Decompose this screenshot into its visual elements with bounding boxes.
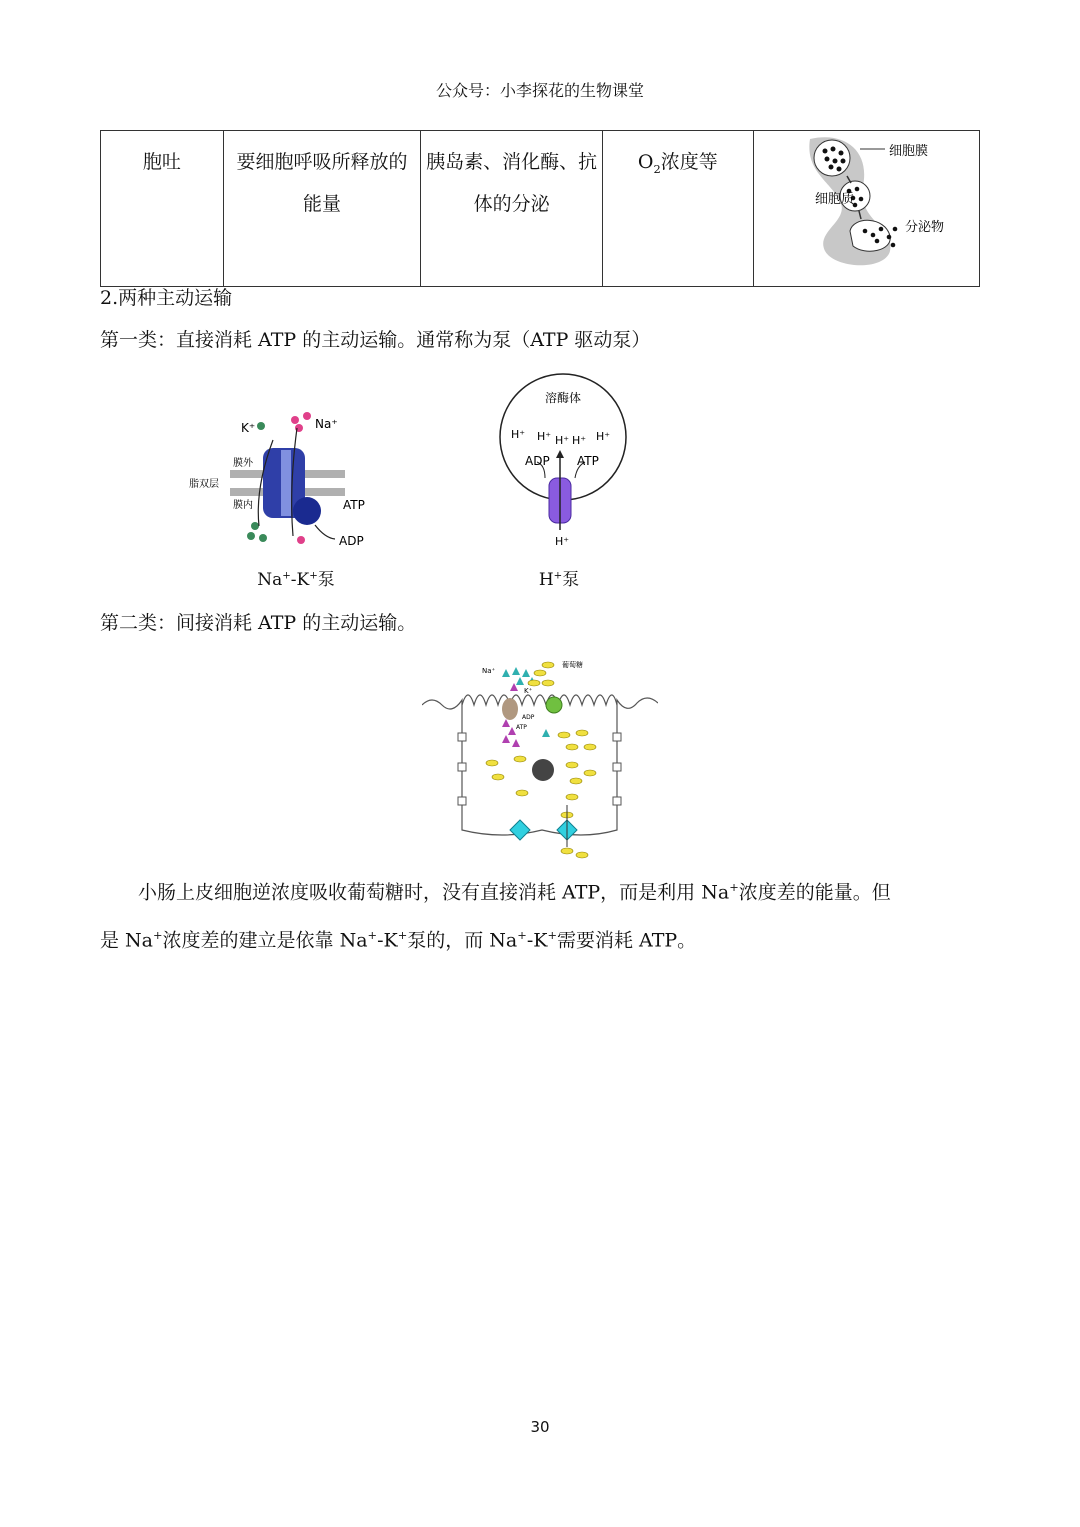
page-header: 公众号：小李探花的生物课堂 [435,81,644,100]
label-h-3: H⁺ [555,434,570,447]
k-ion-outside [257,422,265,430]
cap-h-tail: 泵 [562,570,580,590]
exocytosis-figure [755,131,977,271]
class1-heading: 第一类：直接消耗 ATP 的主动运输。通常称为泵（ATP 驱动泵） [100,329,651,351]
label-adp: ADP [522,714,535,721]
label-adp: ADP [339,534,364,548]
k-ion-inside-3 [247,532,255,540]
cap-sup2: + [309,570,318,582]
cell-factors [602,131,753,287]
p2-sup2: + [367,928,378,943]
explanation-paragraph [100,866,980,963]
nucleus [532,759,554,781]
section-title: 2.两种主动运输 [100,287,233,309]
na-ion-outside-1 [291,416,299,424]
cap-h: H [538,570,554,590]
p2-sup3: + [397,928,408,943]
o2-subscript: 2 [653,161,661,176]
label-atp: ATP [516,724,527,731]
p2-sup4: + [517,928,527,943]
label-k: K⁺ [241,421,256,435]
junction-6 [613,797,621,805]
label-cytoplasm: 细胞质 [815,192,855,207]
nak-pump-protein [502,698,518,720]
cotransporter-protein [546,697,562,713]
page-number: 30 [530,1418,550,1436]
cell-examples-text: 胰岛素、消化酶、抗体的分泌 [426,151,598,215]
class2-heading: 第二类：间接消耗 ATP 的主动运输。 [100,612,417,634]
label-membrane: 细胞膜 [889,144,929,159]
cell-exocytosis: 胞吐 [101,131,224,287]
label-atp: ATP [577,454,599,468]
cell-energy [223,131,421,287]
junction-2 [458,763,466,771]
cap-na: Na [257,570,283,590]
p2c: -K [377,929,398,952]
paragraph-line-1 [100,866,980,914]
paragraph-line-2 [100,914,980,962]
k-ion-inside-2 [259,534,267,542]
cap-tail: 泵 [317,570,335,590]
junction-3 [458,797,466,805]
p2e: -K [526,929,548,952]
label-h-2: H⁺ [537,430,552,443]
label-h-5: H⁺ [596,430,611,443]
cap-sup1: + [282,570,291,582]
p1b: 浓度差的能量。但 [738,881,891,904]
label-glucose: 葡萄糖 [562,661,583,669]
junction-1 [458,733,466,741]
exocytosis-table-row [100,130,980,287]
label-h-4: H⁺ [572,434,587,447]
microvilli [462,695,617,705]
vesicle-top [814,140,850,176]
h-pump-figure [493,370,633,552]
p1-sup: + [729,880,739,894]
label-k: K⁺ [524,687,533,695]
basal-channel-1 [510,820,530,840]
junction-4 [613,733,621,741]
p2f: 需要消耗 ATP。 [556,929,697,952]
label-lysosome: 溶酶体 [545,391,582,405]
label-h-bottom: H⁺ [555,535,570,548]
h-pump-caption [479,565,639,590]
atp-binding-site [293,497,321,525]
cap-mid: -K [290,570,310,590]
pump-channel [281,450,291,516]
label-bilayer: 脂双层 [189,479,219,490]
p2a: 是 Na [100,929,153,952]
label-adp: ADP [525,454,550,468]
na-ion-inside [297,536,305,544]
p2-sup5: + [547,928,557,943]
label-na: Na⁺ [482,667,496,675]
vesicle-fusing [850,220,890,251]
label-secretion: 分泌物 [905,220,945,235]
junction-5 [613,763,621,771]
label-na: Na⁺ [315,417,338,431]
p2-sup1: + [153,928,163,943]
intestine-cell-figure [422,655,658,865]
label-h-1: H⁺ [511,428,526,441]
o2-symbol: O [637,151,654,173]
na-ion-outside-2 [303,412,311,420]
p1a: 小肠上皮细胞逆浓度吸收葡萄糖时，没有直接消耗 ATP，而是利用 Na [138,881,730,904]
p2b: 浓度差的建立是依靠 Na [162,929,368,952]
factors-text: 浓度等 [660,151,718,173]
cell-figure [753,131,979,287]
cap-h-sup: + [553,570,563,582]
label-inside: 膜内 [233,500,253,511]
nak-pump-figure [185,408,385,553]
label-atp: ATP [343,498,365,512]
cell-energy-text: 要细胞呼吸所释放的能量 [236,151,408,215]
cell-examples [421,131,602,287]
label-outside: 膜外 [233,458,253,469]
nak-pump-caption [216,565,376,590]
k-ion-inside-1 [251,522,259,530]
p2d: 泵的，而 Na [407,929,518,952]
